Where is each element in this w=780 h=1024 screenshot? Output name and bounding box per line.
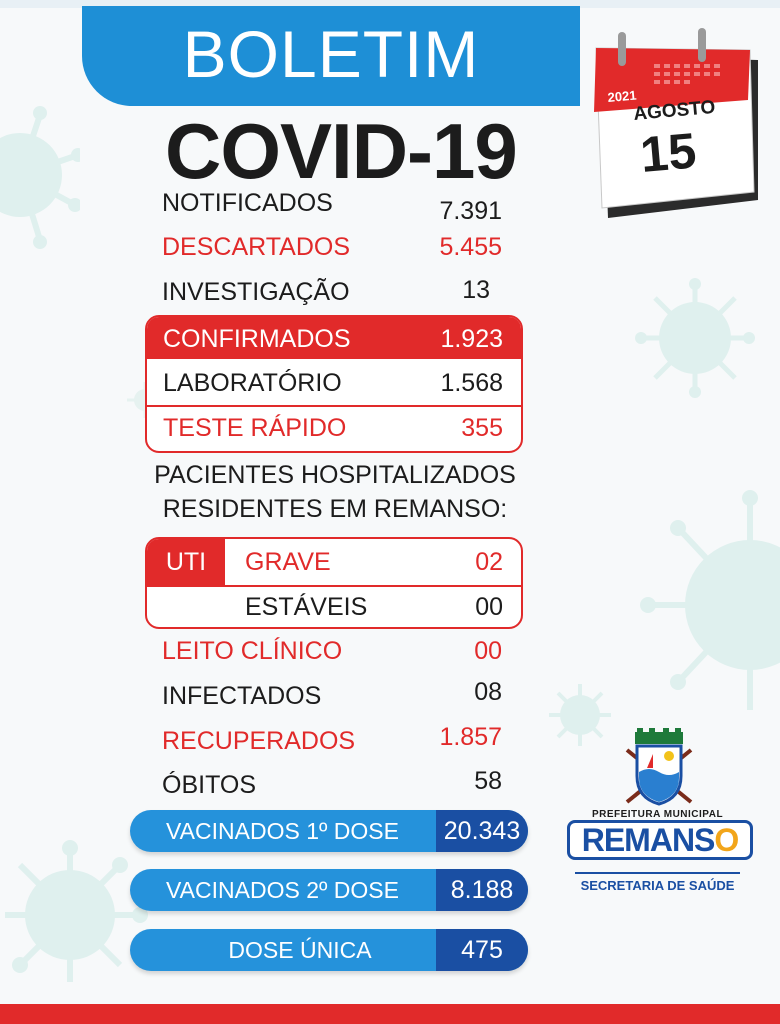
logo-word-part3: O xyxy=(714,822,739,858)
estaveis-row xyxy=(245,585,503,629)
stat-row-investigacao xyxy=(162,271,502,313)
teste-rapido-row xyxy=(163,406,503,450)
vaccine-value: 8.188 xyxy=(436,869,528,911)
logo-secretaria-text: SECRETARIA DE SAÚDE xyxy=(580,878,735,893)
vaccine-pill-dose1 xyxy=(130,810,528,852)
confirmed-box xyxy=(145,315,523,453)
stat-row-notificados xyxy=(162,182,502,224)
grave-label: GRAVE xyxy=(245,548,331,576)
leito-label: LEITO CLÍNICO xyxy=(162,637,343,665)
grave-value: 02 xyxy=(475,548,503,576)
recuperados-row xyxy=(162,720,502,762)
uti-box xyxy=(145,537,523,629)
calendar-icon xyxy=(582,20,762,230)
virus-icon xyxy=(0,840,150,990)
stat-value: 13 xyxy=(462,276,490,304)
boletim-banner xyxy=(82,6,580,106)
laboratorio-label: LABORATÓRIO xyxy=(163,369,342,397)
virus-icon xyxy=(0,95,80,255)
hospitalized-heading-line1: PACIENTES HOSPITALIZADOS xyxy=(154,461,516,489)
stat-label: RECUPERADOS xyxy=(162,727,356,755)
virus-icon xyxy=(640,490,780,720)
vaccine-value: 475 xyxy=(436,929,528,971)
confirmed-row xyxy=(163,317,503,361)
logo-word-part1: REMAN xyxy=(581,822,695,858)
vaccine-label: VACINADOS 1º DOSE xyxy=(166,818,399,844)
page-title: COVID-19 xyxy=(165,107,517,195)
stat-label: DESCARTADOS xyxy=(162,233,351,261)
teste-rapido-label: TESTE RÁPIDO xyxy=(163,414,347,442)
confirmed-value: 1.923 xyxy=(440,325,503,353)
leito-clinico-row xyxy=(162,630,502,672)
hospitalized-heading xyxy=(110,458,560,526)
vaccine-pill-dose2 xyxy=(130,869,528,911)
logo-remanso-wordmark xyxy=(567,820,753,860)
logo-word-part2: S xyxy=(694,822,715,858)
vaccine-value: 20.343 xyxy=(436,810,528,852)
logo-prefeitura-text: PREFEITURA MUNICIPAL xyxy=(591,809,724,820)
estaveis-value: 00 xyxy=(475,593,503,621)
teste-rapido-value: 355 xyxy=(461,414,503,442)
calendar-year: 2021 xyxy=(606,87,638,105)
logo-divider xyxy=(575,872,740,874)
stat-label: INFECTADOS xyxy=(162,682,322,710)
calendar-month: AGOSTO xyxy=(632,96,717,125)
grave-row xyxy=(245,540,503,584)
stat-label: INVESTIGAÇÃO xyxy=(162,278,350,306)
vaccine-pill-dose-unica xyxy=(130,929,528,971)
leito-value: 00 xyxy=(474,637,502,665)
coat-of-arms-icon xyxy=(617,728,701,808)
vaccine-label: DOSE ÚNICA xyxy=(228,937,372,963)
uti-tag: UTI xyxy=(147,539,225,585)
stat-row-descartados xyxy=(162,226,502,268)
estaveis-label: ESTÁVEIS xyxy=(245,593,368,621)
stat-value: 08 xyxy=(474,678,502,706)
laboratorio-value: 1.568 xyxy=(440,369,503,397)
stat-label: NOTIFICADOS xyxy=(162,189,333,217)
hospitalized-heading-line2: RESIDENTES EM REMANSO: xyxy=(162,495,508,523)
obitos-row xyxy=(162,764,502,806)
calendar-day: 15 xyxy=(638,122,699,183)
infectados-row xyxy=(162,675,502,717)
confirmed-label: CONFIRMADOS xyxy=(163,325,351,353)
stat-value: 7.391 xyxy=(439,197,502,225)
stat-value: 5.455 xyxy=(439,233,502,261)
stat-label: ÓBITOS xyxy=(162,771,257,799)
bottom-bar xyxy=(0,1004,780,1024)
stat-value: 1.857 xyxy=(439,723,502,751)
laboratorio-row xyxy=(163,361,503,405)
stat-value: 58 xyxy=(474,767,502,795)
virus-icon xyxy=(545,680,615,750)
banner-title: BOLETIM xyxy=(182,17,480,91)
vaccine-label: VACINADOS 2º DOSE xyxy=(166,877,399,903)
virus-icon xyxy=(635,278,755,398)
